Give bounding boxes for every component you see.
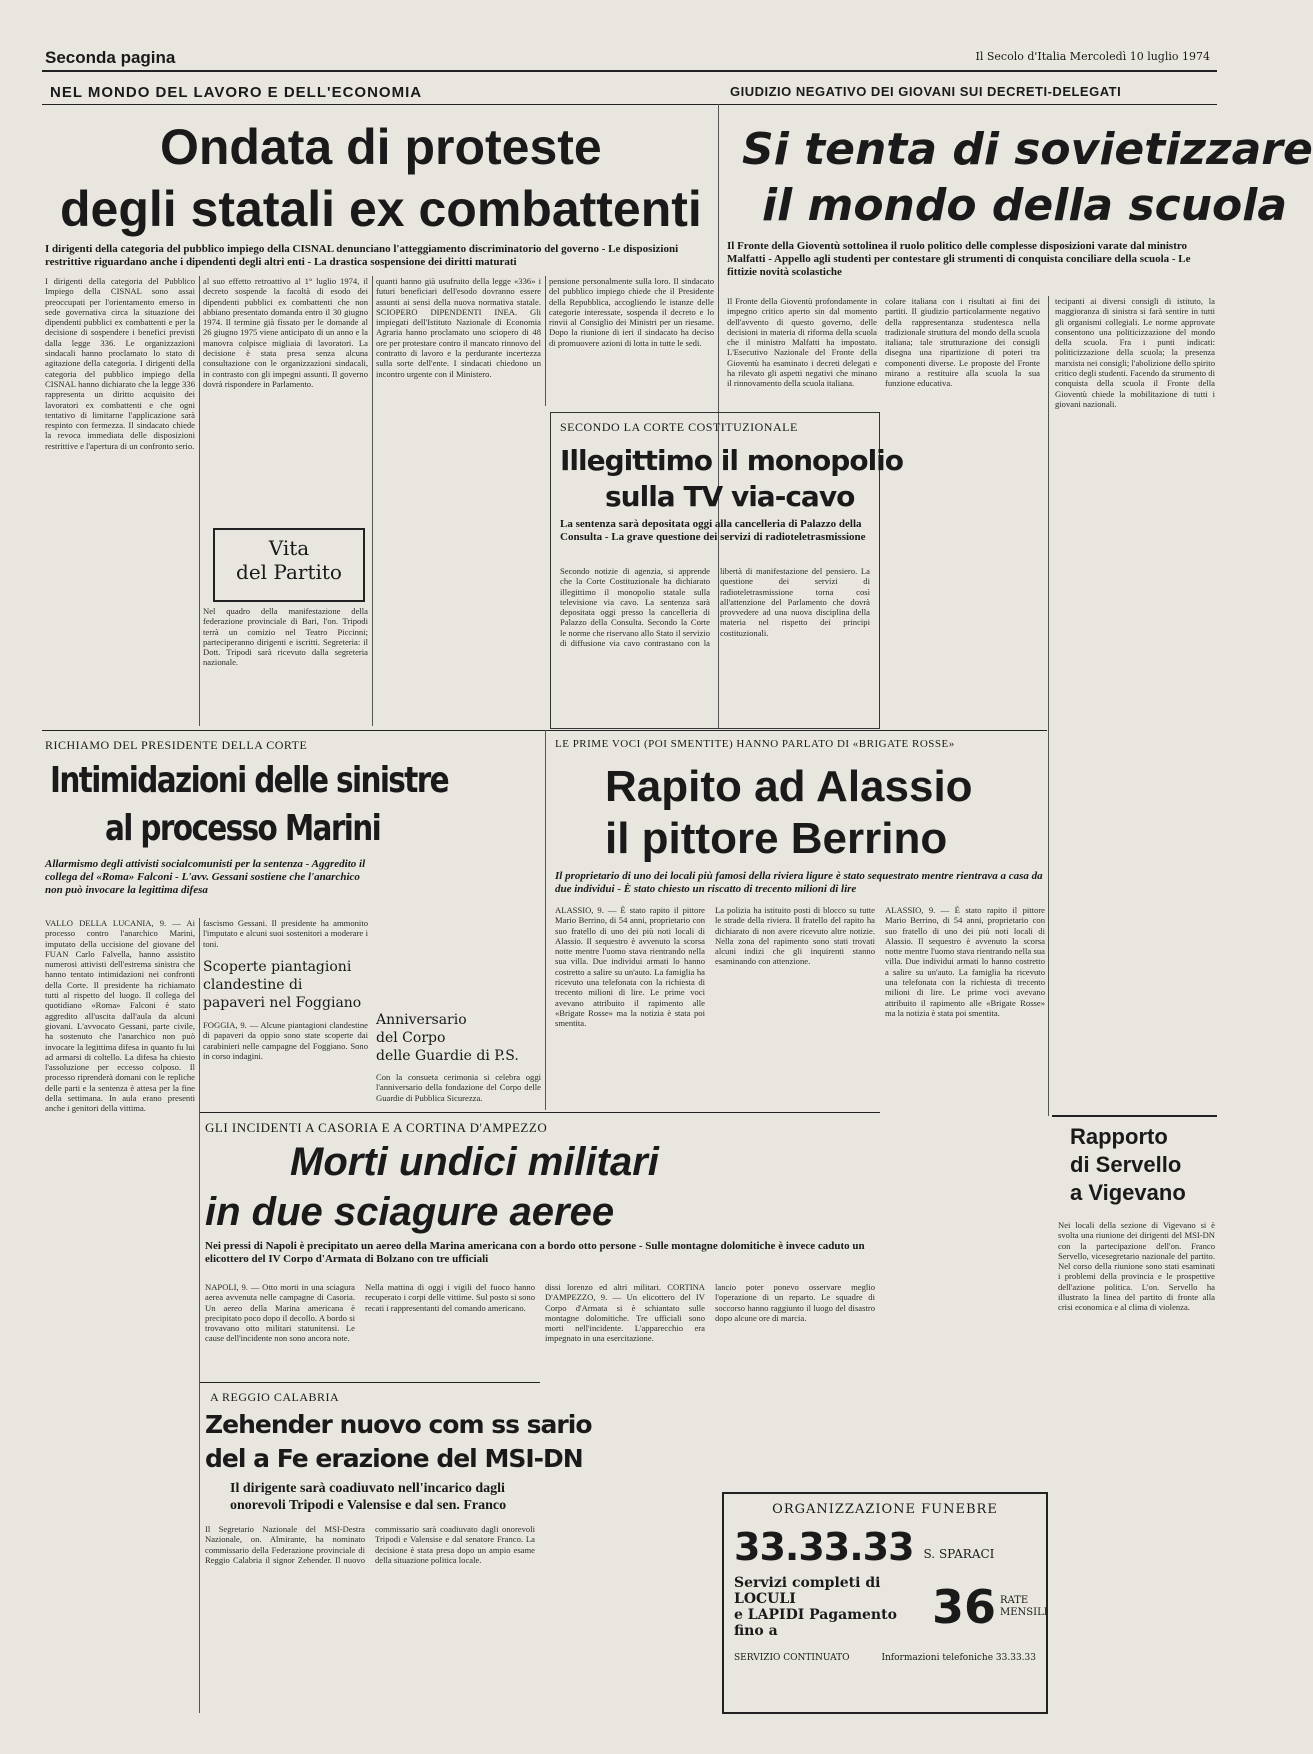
anniversario-title-1: Anniversario [376, 1012, 467, 1028]
intimidazioni-subtitle: Allarmismo degli attivisti socialcomunisti per la sentenza - Aggredito il collega del «Roma» Falconi - L'avv. Gessani sostiene che l'anarchico non può invocare la legittima difesa [45, 858, 366, 896]
statali-col3: quanti hanno già usufruito della legge «336» i futuri beneficiari dell'esodo dovranno essere assunti ai sensi della nuova normativa statale. SCIOPERO DIPENDENTI INEA. Gli impiegati dell'Istituto Nazionale di Economia Agraria hanno proclamato uno sciopero di 48 ore per protestare contro il mancato rinnovo del contratto di lavoro e la perdurante incertezza sulla sorte dell'ente. I sindacati chiedono un incontro urgente con il Ministero. [376, 276, 541, 379]
tv-title-2: sulla TV via-cavo [605, 480, 855, 513]
papaveri-text: FOGGIA, 9. — Alcune piantagioni clandestine di papaveri da oppio sono state scoperte dai carabinieri nelle campagne del Foggiano. Sono in corso indagini. [203, 1020, 368, 1061]
statali-title-2: degli statali ex combattenti [60, 181, 702, 237]
funebre-big-number: 36 [931, 1580, 996, 1634]
morti-title-1: Morti undici militari [290, 1140, 659, 1184]
tv-kicker: SECONDO LA CORTE COSTITUZIONALE [560, 420, 798, 434]
morti-kicker: GLI INCIDENTI A CASORIA E A CORTINA D'AMPEZZO [205, 1120, 548, 1135]
statali-col2: al suo effetto retroattivo al 1° luglio 1974, il decreto sospende la facoltà di esodo dei dipendenti pubblici ex combattenti che non abbiano presentato domanda entro il 30 giugno 1974. Il termine già fissato per le domande al 26 giugno 1975 viene anticipato di un anno e la manovra colpisce migliaia di lavoratori. La decisione è stata presa senza alcuna consultazione con le organizzazioni sindacali, in contrasto con gli impegni assunti. Il governo dovrà rispondere in Parlamento. [203, 276, 368, 389]
col-divider [545, 276, 546, 406]
col-divider [545, 730, 546, 1110]
statali-title-1: Ondata di proteste [160, 119, 602, 175]
col-divider [1048, 296, 1049, 1116]
statali-col1: I dirigenti della categoria del Pubblico Impiego della CISNAL sono assai preoccupati per l'orientamento emerso in sede governativa circa la situazione dei dipendenti pubblici ex combattenti e per la decisione di sospendere i benefici previsti dalla legge 336. Le organizzazioni sindacali hanno proclamato lo stato di agitazione della categoria. I dirigenti della categoria del pubblico impiego della CISNAL hanno dichiarato che la legge 336 rappresenta un diritto acquisito dei lavoratori ex combattenti e che ogni tentativo di limitarne l'applicazione sarà respinto con fermezza. Il sindacato chiede la revoca immediata delle disposizioni restrittive e l'apertura di un confronto serio. [45, 276, 195, 451]
reggio-title-1: Zehender nuovo com ss sario [205, 1410, 592, 1439]
scuola-col1: Il Fronte della Gioventù profondamente in impegno critico aperto sin dal momento dell'avvento di questo governo, delle decisioni in materia di riforma della scuola che il ministro Malfatti ha impostato. L'Esecutivo Nazionale del Fronte della Gioventù ha esaminato i decreti delegati e ha rilevato gli aspetti negativi che minano il rinnovamento della scuola italiana. [727, 296, 877, 389]
reggio-rule [200, 1382, 540, 1383]
vita-partito-title-1: Vita [268, 536, 310, 560]
anniversario-text: Con la consueta cerimonia si celebra oggi l'anniversario della fondazione del Corpo delle Guardie di Pubblica Sicurezza. [376, 1072, 541, 1103]
col-divider [199, 918, 200, 1713]
berrino-subtitle: Il proprietario di uno dei locali più famosi della riviera ligure è stato sequestrato mentre rientrava a casa da due individui - È stato chiesto un riscatto di trecento milioni di lire [555, 870, 1043, 895]
vita-partito-box [213, 528, 365, 602]
scuola-title-1: Si tenta di sovietizzare [742, 124, 1313, 175]
anniversario-title-3: delle Guardie di P.S. [376, 1048, 519, 1064]
top-rule [42, 70, 1217, 72]
vita-partito-text: Nel quadro della manifestazione della federazione provinciale di Bari, l'on. Tripodi terrà un comizio nel Teatro Piccinni; parteciperanno dirigenti e iscritti. Segreteria: il Dott. Tripodi sarà ricevuto dalla segreteria nazionale. [203, 606, 368, 668]
intimidazioni-title-2: al processo Marini [105, 808, 381, 849]
berrino-title-2: il pittore Berrino [605, 814, 948, 863]
scuola-col2: colare italiana con i risultati ai fini dei partiti. Il giudizio particolarmente negativo della rappresentanza studentesca nella tradizionale struttura del mondo della scuola italiana; tale strutturazione dei consigli disegna una ripartizione di poteri tra componenti diverse. Le proposte del Fronte mirano a restituire alla scuola la sua funzione educativa. [885, 296, 1040, 389]
reggio-title-2: del a Fe erazione del MSI-DN [205, 1444, 583, 1473]
reggio-kicker: A REGGIO CALABRIA [210, 1390, 340, 1404]
funebre-footer-right: Informazioni telefoniche 33.33.33 [881, 1653, 1036, 1663]
morti-subtitle: Nei pressi di Napoli è precipitato un aereo della Marina americana con a bordo otto persone - Sulle montagne dolomitiche è invece caduto un elicottero del IV Corpo d'Armata di Bolzano con tre ufficiali [205, 1240, 865, 1265]
intimidazioni-col2: fascismo Gessani. Il presidente ha ammonito l'imputato e alcuni suoi sostenitori a moderare i toni. [203, 918, 368, 949]
papaveri-title: Scoperte piantagioni clandestine di papaveri nel Foggiano [203, 959, 362, 1011]
morti-col4: lancio poter ponevo osservare meglio l'operazione di un reparto. Le squadre di soccorso hanno raggiunto il luogo del disastro dopo alcune ore di marcia. [715, 1282, 875, 1323]
funebre-title: ORGANIZZAZIONE FUNEBRE [772, 1502, 998, 1517]
tv-subtitle: La sentenza sarà depositata oggi alla cancelleria di Palazzo della Consulta - La grave questione dei servizi di radioteletrasmissione [560, 518, 866, 543]
funebre-footer-left: SERVIZIO CONTINUATO [734, 1653, 850, 1663]
anniversario-title-2: del Corpo [376, 1030, 446, 1046]
berrino-col3: ALASSIO, 9. — È stato rapito il pittore Mario Berrino, di 54 anni, proprietario con suo fratello di uno dei più noti locali di Alassio. Il sequestro è avvenuto la scorsa notte mentre l'uomo stava rientrando nella sua villa. Due individui armati lo hanno costretto a salire su un'auto. La famiglia ha ricevuto una telefonata con la richiesta di trecento milioni di lire. Le prime voci avevano attribuito il rapimento alle «Brigate Rosse» ma la notizia è stata poi smentita. [885, 905, 1045, 1018]
berrino-kicker: LE PRIME VOCI (POI SMENTITE) HANNO PARLATO DI «BRIGATE ROSSE» [555, 738, 955, 750]
scuola-subtitle: Il Fronte della Gioventù sottolinea il ruolo politico delle complesse disposizioni varate dal ministro Malfatti - Appello agli studenti per contestare gli strumenti di conquista conciliare della scuola - Le fittizie novità scolastiche [727, 240, 1191, 278]
statali-subtitle: I dirigenti della categoria del pubblico impiego della CISNAL denunciano l'atteggiamento discriminatorio del governo - Le disposizioni restrittive riguardano anche i dipendenti degli altri enti - La drastica sospensione dei diritti maturati [45, 243, 679, 268]
morti-col1: NAPOLI, 9. — Otto morti in una sciagura aerea avvenuta nelle campagne di Casoria. Un aereo della Marina americana è precipitato poco dopo il decollo. A bordo si trovavano otto militari statunitensi. Le cause dell'incidente non sono ancora note. [205, 1282, 355, 1344]
intimidazioni-kicker: RICHIAMO DEL PRESIDENTE DELLA CORTE [45, 738, 308, 752]
statali-col4: pensione personalmente sulla loro. Il sindacato del pubblico impiego chiede che il Presidente della Repubblica, accogliendo le istanze delle categorie interessate, sospenda il decreto e lo rinvii al Consiglio dei Ministri per un riesame. Dopo la riunione di ieri il sindacato ha deciso di promuovere azioni di lotta in tutte le sedi. [549, 276, 714, 348]
tv-title-1: Illegittimo il monopolio [560, 444, 904, 477]
berrino-col1: ALASSIO, 9. — È stato rapito il pittore Mario Berrino, di 54 anni, proprietario con suo fratello di uno dei più noti locali di Alassio. Il sequestro è avvenuto la scorsa notte mentre l'uomo stava rientrando nella sua villa. Due individui armati lo hanno costretto a salire su un'auto. La famiglia ha ricevuto una telefonata con la richiesta di trecento milioni di lire. Le prime voci avevano attribuito il rapimento alle «Brigate Rosse» ma la notizia è stata poi smentita. [555, 905, 705, 1029]
scuola-title-2: il mondo della scuola [762, 180, 1288, 231]
band-right: GIUDIZIO NEGATIVO DEI GIOVANI SUI DECRETI-DELEGATI [730, 84, 1122, 99]
intimidazioni-title-1: Intimidazioni delle sinistre [50, 760, 449, 801]
morti-rule [200, 1112, 880, 1113]
band-left: NEL MONDO DEL LAVORO E DELL'ECONOMIA [50, 84, 423, 101]
tv-text: Secondo notizie di agenzia, si apprende che la Corte Costituzionale ha dichiarato illegittimo il monopolio statale sulla televisione via cavo. La sentenza sarà depositata oggi presso la cancelleria di Palazzo della Consulta. Secondo la Corte le norme che riservano allo Stato il servizio di diffusione via cavo contrastano con la libertà di manifestazione del pensiero. La questione dei servizi di radioteletrasmissione torna così all'attenzione del Parlamento che dovrà provvedere ad una nuova disciplina della materia nel rispetto dei principi costituzionali. [560, 566, 870, 649]
servello-title-2: di Servello [1070, 1152, 1182, 1177]
servello-title-3: a Vigevano [1070, 1180, 1186, 1205]
berrino-title-1: Rapito ad Alassio [605, 762, 973, 811]
servello-title-1: Rapporto [1070, 1124, 1168, 1149]
morti-col3: dissi lorenzo ed altri militari. CORTINA D'AMPEZZO, 9. — Un elicottero del IV Corpo d'Armata si è schiantato sulle montagne dolomitiche. Tre ufficiali sono morti nell'incidente. L'apparecchio era impegnato in una esercitazione. [545, 1282, 705, 1344]
scuola-col3: tecipanti ai diversi consigli di istituto, la maggioranza di sinistra si farà sentire in tutti gli organismi collegiali. Le norme approvate consentono una politicizzazione del mondo della scuola. Fra i punti indicati: politicizzazione della scuola; la presenza marxista nei consigli; l'abolizione dello spirito critico degli studenti. Facendo da strumento di conquista della scuola il Fronte della Gioventù chiede la mobilitazione di tutti i giovani nazionali. [1055, 296, 1215, 409]
funebre-phone: 33.33.33 [734, 1525, 914, 1569]
funebre-line2: e LAPIDI Pagamento fino a [734, 1607, 897, 1639]
band-rule [42, 104, 1217, 105]
section-label: Seconda pagina [45, 48, 176, 67]
servello-text: Nei locali della sezione di Vigevano si è svolta una riunione dei dirigenti del MSI-DN con la partecipazione dell'on. Franco Servello, vicesegretario nazionale del partito. Nel corso della riunione sono stati esaminati i problemi della provincia e le prospettive dell'azione politica. L'on. Servello ha illustrato la linea del partito di fronte alla crisi economica e al clima di violenza. [1058, 1220, 1215, 1313]
masthead-date: Il Secolo d'Italia Mercoledì 10 luglio 1974 [975, 50, 1210, 63]
reggio-subtitle: Il dirigente sarà coadiuvato nell'incarico dagli onorevoli Tripodi e Valensise e dal sen. Franco [230, 1481, 507, 1513]
intimidazioni-col1: VALLO DELLA LUCANIA, 9. — Ai processo contro l'anarchico Marini, imputato della uccisione del giovane del FUAN Carlo Falvella, hanno assistito numerosi attivisti dell'estrema sinistra che hanno tentato intimidazioni nei confronti della Corte. Il presidente ha richiamato tutti al rispetto del luogo. Il collega del quotidiano «Roma» Falconi è stato aggredito all'uscita dall'aula da alcuni giovani. L'avvocato Gessani, parte civile, ha sostenuto che l'anarchico non può invocare la legittima difesa in quanto fu lui ad armarsi di coltello. La difesa ha chiesto l'assoluzione per eccesso colposo. Il processo riprenderà domani con le repliche delle parti e la sentenza è attesa per la fine della settimana. In aula erano presenti anche i genitori della vittima. [45, 918, 195, 1114]
reggio-text: Il Segretario Nazionale del MSI-Destra Nazionale, on. Almirante, ha nominato commissario della Federazione provinciale di Reggio Calabria il signor Zehender. Il nuovo commissario sarà coadiuvato dagli onorevoli Tripodi e Valensise e dal senatore Franco. La decisione è stata presa dopo un ampio esame della situazione politica locale. [205, 1524, 535, 1565]
funebre-name: S. SPARACI [923, 1547, 995, 1561]
berrino-col2: La polizia ha istituito posti di blocco su tutte le strade della riviera. Il fratello del rapito ha dichiarato di non avere ricevuto altre notizie. Nella zona del rapimento sono stati trovati alcuni indizi che gli inquirenti stanno esaminando con attenzione. [715, 905, 875, 967]
funebre-line1: Servizi completi di LOCULI [734, 1575, 881, 1607]
funebre-ad [722, 1492, 1048, 1714]
vita-partito-title-2: del Partito [236, 560, 342, 584]
col-divider [199, 276, 200, 726]
morti-col2: Nella mattina di oggi i vigili del fuoco hanno recuperato i corpi delle vittime. Sul posto si sono recati i rappresentanti del comando americano. [365, 1282, 535, 1313]
col-divider [372, 276, 373, 726]
funebre-rate-label: RATE MENSILI [1000, 1595, 1048, 1618]
morti-title-2: in due sciagure aeree [205, 1190, 615, 1234]
